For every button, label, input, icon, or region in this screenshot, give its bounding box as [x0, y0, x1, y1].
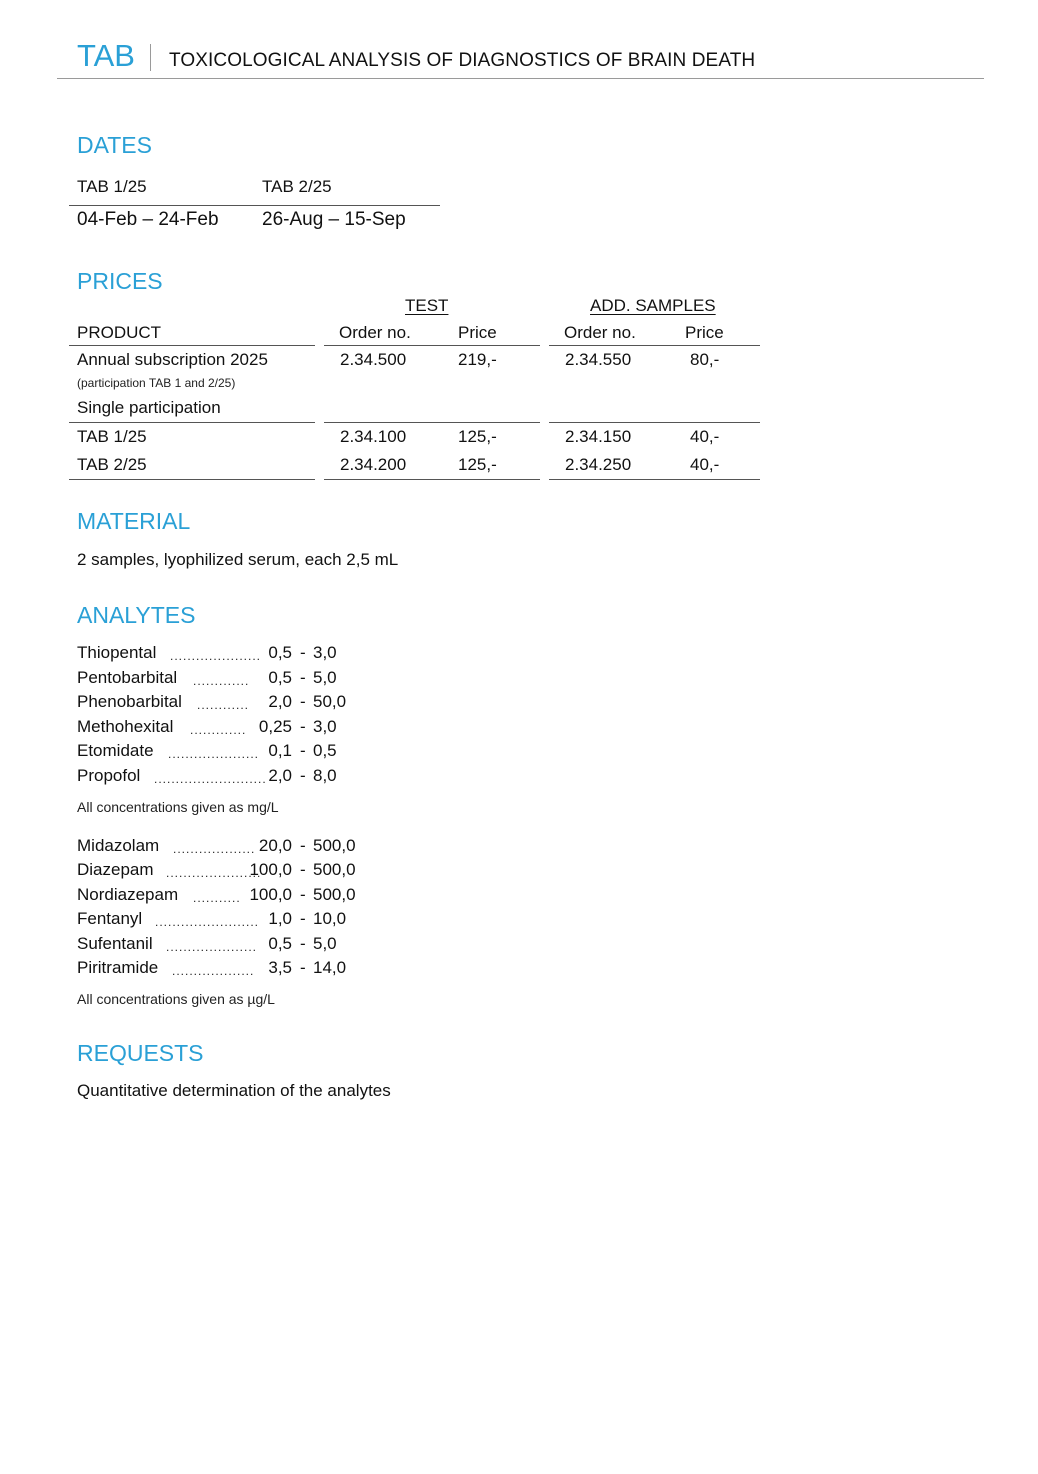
analyte-range-min: 100,0 [249, 860, 292, 879]
prices-rule-single-product [69, 422, 315, 423]
prices-rule-header-add [549, 345, 760, 346]
dates-value-2: 26-Aug – 15-Sep [262, 209, 406, 230]
prices-col-add-price: Price [685, 323, 724, 342]
analyte-name: Midazolam [77, 836, 160, 855]
analyte-range-dash: - [300, 643, 306, 662]
analyte-range-max: 5,0 [313, 934, 337, 953]
prices-row-test-order: 2.34.200 [340, 455, 407, 474]
prices-row-add-order: 2.34.250 [565, 455, 632, 474]
analyte-name: Phenobarbital [77, 692, 182, 711]
analyte-leader-dots: ........................ [155, 915, 260, 929]
prices-annual-add-order: 2.34.550 [565, 350, 632, 369]
prices-row-add-order: 2.34.150 [565, 427, 632, 446]
analyte-range-dash: - [300, 885, 306, 904]
analyte-range-dash: - [300, 668, 306, 687]
prices-heading: PRICES [77, 268, 163, 294]
header-rule [57, 78, 984, 79]
analyte-range-dash: - [300, 860, 306, 879]
prices-row-test-price: 125,- [458, 427, 497, 446]
prices-rule-single-test [324, 422, 540, 423]
analyte-range-min: 2,0 [268, 692, 292, 711]
prices-annual-add-price: 80,- [690, 350, 720, 369]
header-abbreviation: TAB [77, 38, 135, 73]
analyte-name: Pentobarbital [77, 668, 178, 687]
requests-heading: REQUESTS [77, 1040, 204, 1066]
analyte-name: Propofol [77, 766, 141, 785]
prices-col-test-order: Order no. [339, 323, 411, 342]
analyte-name: Diazepam [77, 860, 154, 879]
analyte-range-max: 500,0 [313, 885, 356, 904]
dates-rule [69, 205, 440, 206]
analyte-leader-dots: ............. [193, 674, 250, 688]
dates-col-1: TAB 1/25 [77, 177, 147, 196]
analyte-range-dash: - [300, 717, 306, 736]
analyte-range-min: 0,5 [268, 934, 292, 953]
prices-row-add-price: 40,- [690, 427, 720, 446]
analyte-name: Sufentanil [77, 934, 153, 953]
analyte-range-dash: - [300, 766, 306, 785]
analyte-leader-dots: ................... [172, 964, 255, 978]
analyte-range-max: 14,0 [313, 958, 347, 977]
analyte-name: Fentanyl [77, 909, 143, 928]
material-text: 2 samples, lyophilized serum, each 2,5 mL [77, 550, 399, 569]
analyte-range-max: 8,0 [313, 766, 337, 785]
prices-rule-bottom-product [69, 479, 315, 480]
analyte-range-min: 0,5 [268, 643, 292, 662]
analyte-leader-dots: ............. [190, 723, 247, 737]
analyte-range-min: 3,5 [268, 958, 292, 977]
prices-col-test-price: Price [458, 323, 497, 342]
prices-col-product: PRODUCT [77, 323, 162, 342]
prices-group-test: TEST [405, 296, 449, 315]
dates-col-2: TAB 2/25 [262, 177, 332, 196]
analyte-name: Nordiazepam [77, 885, 179, 904]
analyte-range-min: 2,0 [268, 766, 292, 785]
prices-col-add-order: Order no. [564, 323, 636, 342]
analyte-leader-dots: ...................... [166, 866, 262, 880]
analyte-name: Thiopental [77, 643, 157, 662]
prices-annual-label: Annual subscription 2025 [77, 350, 268, 369]
analyte-range-dash: - [300, 741, 306, 760]
analyte-leader-dots: ........... [193, 891, 241, 905]
analyte-leader-dots: ..................... [166, 940, 258, 954]
analyte-range-min: 20,0 [258, 836, 292, 855]
prices-row-test-order: 2.34.100 [340, 427, 407, 446]
analyte-name: Piritramide [77, 958, 159, 977]
prices-single-label: Single participation [77, 398, 221, 417]
prices-row-test-price: 125,- [458, 455, 497, 474]
analyte-leader-dots: .......................... [154, 772, 267, 786]
analyte-range-dash: - [300, 909, 306, 928]
prices-rule-bottom-add [549, 479, 760, 480]
header-title: TOXICOLOGICAL ANALYSIS OF DIAGNOSTICS OF BRAIN DEATH [169, 50, 756, 71]
prices-rule-single-add [549, 422, 760, 423]
prices-row-label: TAB 1/25 [77, 427, 147, 446]
analyte-name: Etomidate [77, 741, 154, 760]
prices-group-add-samples: ADD. SAMPLES [590, 296, 716, 315]
dates-heading: DATES [77, 132, 152, 158]
prices-annual-test-order: 2.34.500 [340, 350, 407, 369]
prices-rule-header-test [324, 345, 540, 346]
prices-annual-sub: (participation TAB 1 and 2/25) [77, 376, 236, 390]
prices-rule-header-product [69, 345, 315, 346]
analyte-range-max: 3,0 [313, 717, 337, 736]
material-heading: MATERIAL [77, 508, 191, 534]
prices-row-label: TAB 2/25 [77, 455, 147, 474]
analyte-range-min: 0,5 [268, 668, 292, 687]
analyte-range-min: 0,25 [258, 717, 292, 736]
prices-row-add-price: 40,- [690, 455, 720, 474]
analyte-leader-dots: ................... [173, 842, 256, 856]
analyte-range-dash: - [300, 958, 306, 977]
analyte-leader-dots: ............ [197, 698, 250, 712]
analyte-range-dash: - [300, 692, 306, 711]
analytes-heading: ANALYTES [77, 602, 196, 628]
analyte-range-max: 0,5 [313, 741, 337, 760]
analyte-leader-dots: ..................... [170, 649, 262, 663]
analyte-range-max: 50,0 [313, 692, 347, 711]
analyte-range-max: 3,0 [313, 643, 337, 662]
analyte-range-min: 1,0 [268, 909, 292, 928]
prices-rule-bottom-test [324, 479, 540, 480]
dates-value-1: 04-Feb – 24-Feb [77, 209, 219, 230]
analyte-range-dash: - [300, 934, 306, 953]
analyte-range-min: 100,0 [249, 885, 292, 904]
analyte-leader-dots: ..................... [168, 747, 260, 761]
analytes-unit-note-mg: All concentrations given as mg/L [77, 799, 279, 815]
analyte-range-max: 500,0 [313, 836, 356, 855]
header-separator [150, 44, 151, 71]
analyte-range-max: 10,0 [313, 909, 347, 928]
analyte-range-max: 5,0 [313, 668, 337, 687]
analytes-unit-note-ug: All concentrations given as µg/L [77, 991, 275, 1007]
analyte-range-dash: - [300, 836, 306, 855]
prices-annual-test-price: 219,- [458, 350, 497, 369]
analyte-range-max: 500,0 [313, 860, 356, 879]
analyte-name: Methohexital [77, 717, 174, 736]
requests-text: Quantitative determination of the analytes [77, 1081, 391, 1100]
analyte-range-min: 0,1 [268, 741, 292, 760]
